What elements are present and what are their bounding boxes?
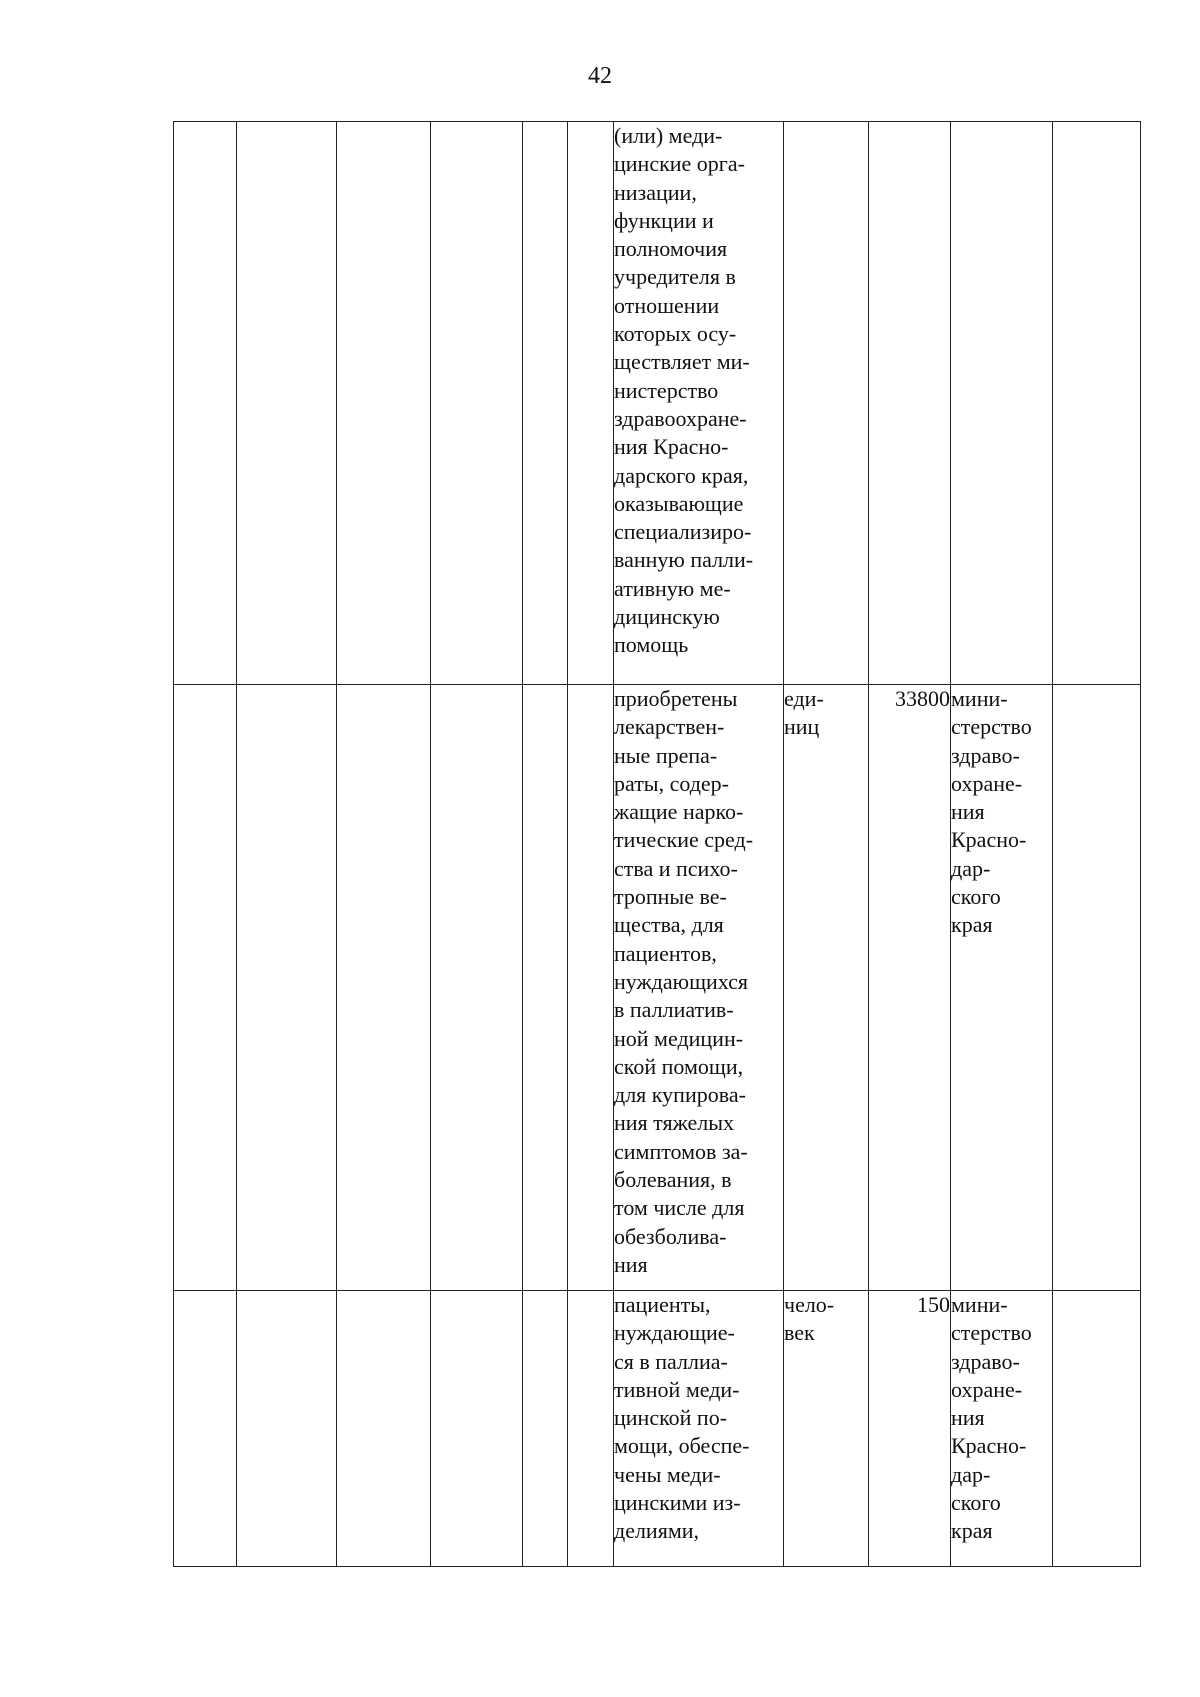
table-cell-empty: [1053, 1291, 1141, 1567]
table-cell-empty: [337, 1291, 431, 1567]
table-cell-empty: [568, 122, 614, 685]
unit-cell: чело- век: [784, 1291, 869, 1567]
responsible-cell: мини- стерство здраво- охране- ния Красно- дар- ского края: [951, 685, 1053, 1291]
value-cell: [869, 122, 951, 685]
responsible-cell: мини- стерство здраво- охране- ния Красно- дар- ского края: [951, 1291, 1053, 1567]
page-number: 42: [588, 63, 612, 89]
table-cell-empty: [523, 122, 568, 685]
value-cell: 150: [869, 1291, 951, 1567]
unit-cell: еди- ниц: [784, 685, 869, 1291]
value-cell: 33800: [869, 685, 951, 1291]
unit-cell: [784, 122, 869, 685]
table-cell-empty: [523, 685, 568, 1291]
table-row: [174, 122, 1141, 685]
indicator-description: (или) меди- цинские орга- низации, функции и полномочия учредителя в отношении которых осу- ществляет ми- нистерство здравоохране- ния Красно- дарского края, оказывающие специализиро- ванную палли- ативную ме- дицинскую помощь: [614, 122, 784, 685]
table-row: [174, 1291, 1141, 1567]
table-cell-empty: [1053, 685, 1141, 1291]
table-cell-empty: [174, 122, 237, 685]
table-cell-empty: [237, 122, 337, 685]
table-cell-empty: [337, 685, 431, 1291]
table-cell-empty: [431, 685, 523, 1291]
table-cell-empty: [1053, 122, 1141, 685]
table-cell-empty: [337, 122, 431, 685]
table-cell-empty: [568, 685, 614, 1291]
document-table: [173, 121, 1141, 1567]
indicator-description: пациенты, нуждающие- ся в паллиа- тивной меди- цинской по- мощи, обеспе- чены меди- цинскими из- делиями,: [614, 1291, 784, 1567]
table-row: [174, 685, 1141, 1291]
table-cell-empty: [431, 122, 523, 685]
table-cell-empty: [237, 685, 337, 1291]
indicator-description: приобретены лекарствен- ные препа- раты, содер- жащие нарко- тические сред- ства и психо- тропные ве- щества, для пациентов, нуждающихся в паллиатив- ной медицин- ской помощи, для купирова- ния тяжелых симптомов за- болевания, в том числе для обезболива- ния: [614, 685, 784, 1291]
table-cell-empty: [523, 1291, 568, 1567]
table-cell-empty: [237, 1291, 337, 1567]
table-cell-empty: [568, 1291, 614, 1567]
table-cell-empty: [174, 685, 237, 1291]
responsible-cell: [951, 122, 1053, 685]
table-cell-empty: [174, 1291, 237, 1567]
table-cell-empty: [431, 1291, 523, 1567]
